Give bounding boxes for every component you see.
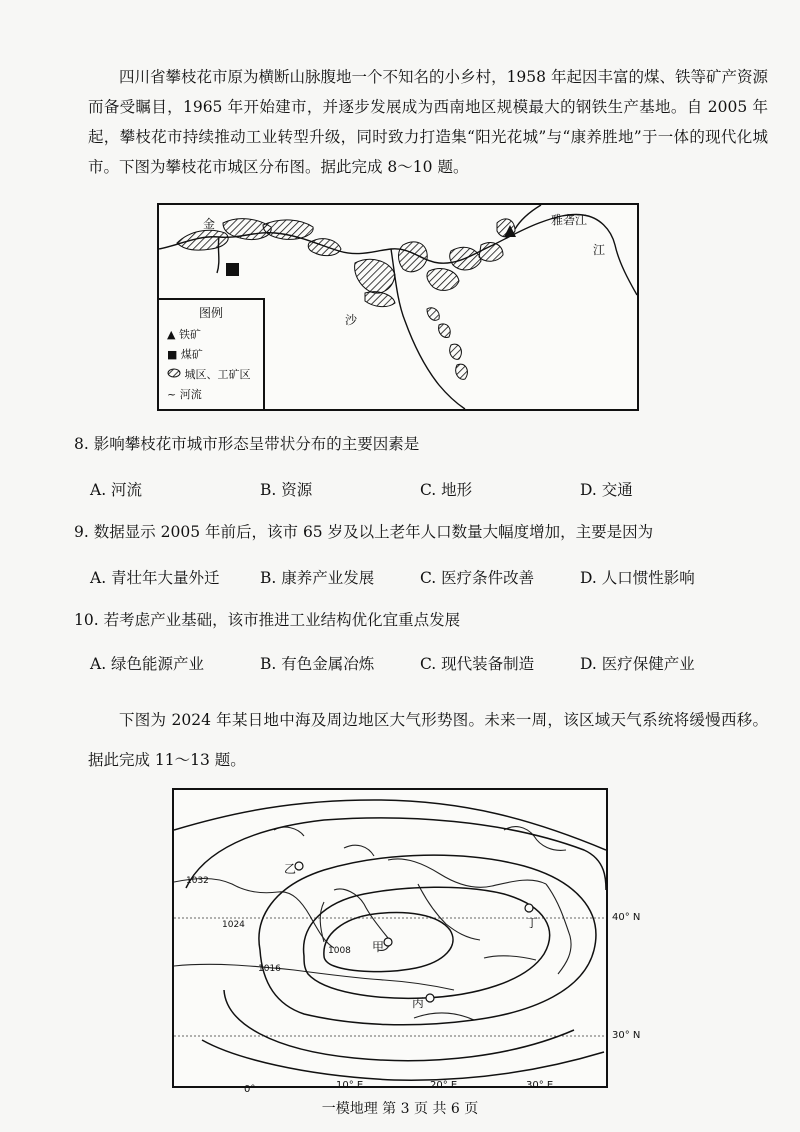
- wave-icon: ~: [167, 388, 177, 401]
- lon-label-10e: 10° E: [336, 1080, 364, 1091]
- point-yi-marker: [295, 862, 303, 870]
- city-district-map: [157, 203, 639, 411]
- question-8-stem: 8. 影响攀枝花市城市形态呈带状分布的主要因素是: [74, 435, 420, 453]
- point-bing-label: 丙: [412, 996, 425, 1010]
- label-yalong-river: 雅砻江: [551, 213, 588, 227]
- pressure-map-graphic: [174, 790, 606, 1086]
- isobar-label-1016: 1016: [258, 964, 281, 974]
- option-b: B. 康养产业发展: [260, 569, 375, 587]
- point-ding-marker: [525, 904, 533, 912]
- page-footer: 一模地理 第 3 页 共 6 页: [321, 1101, 479, 1117]
- option-d: D. 医疗保健产业: [580, 655, 695, 673]
- lon-label-20e: 20° E: [430, 1080, 458, 1091]
- option-c: C. 医疗条件改善: [420, 569, 535, 587]
- isobar-label-1008: 1008: [328, 946, 351, 956]
- point-bing-marker: [426, 994, 434, 1002]
- legend-title: 图例: [198, 306, 223, 320]
- option-a: A. 青壮年大量外迁: [90, 569, 220, 587]
- legend-item-urban: 城区、工矿区: [167, 366, 251, 382]
- square-icon: ■: [167, 348, 178, 361]
- lat-label-40n: 40° N: [612, 912, 641, 923]
- lon-label-0: 0°: [244, 1084, 256, 1095]
- option-b: B. 有色金属冶炼: [260, 655, 375, 673]
- intro-paragraph-2: 下图为 2024 年某日地中海及周边地区大气形势图。未来一周，该区域天气系统将缓慢西移。据此完成 11～13 题。: [88, 711, 768, 769]
- map-legend: [159, 298, 265, 409]
- point-ding-label: 丁: [526, 916, 539, 930]
- point-yi-label: 乙: [284, 862, 297, 876]
- isobar-label-1024: 1024: [222, 920, 245, 930]
- hatch-icon: [167, 368, 181, 378]
- option-a: A. 绿色能源产业: [90, 655, 205, 673]
- option-a: A. 河流: [90, 481, 143, 499]
- lon-label-30e: 30° E: [526, 1080, 554, 1091]
- pressure-map: [172, 788, 608, 1088]
- coal-mine-marker: [226, 263, 239, 276]
- label-jiang: 江: [593, 243, 606, 257]
- legend-item-coal: ■ 煤矿: [167, 348, 203, 361]
- option-d: D. 人口惯性影响: [580, 569, 695, 587]
- label-jin: 金: [203, 217, 216, 231]
- option-d: D. 交通: [580, 481, 633, 499]
- point-jia-label: 甲: [372, 940, 385, 954]
- intro-paragraph-1: 四川省攀枝花市原为横断山脉腹地一个不知名的小乡村，1958 年起因丰富的煤、铁等矿产资源而备受瞩目，1965 年开始建市，并逐步发展成为西南地区规模最大的钢铁生产基地。自 2005 年起，攀枝花市持续推动工业转型升级，同时致力打造集“阳光花城”与“康养胜地”于一体的现代化城市。下图为攀枝花市城区分布图。据此完成 8～10 题。: [88, 68, 768, 176]
- triangle-icon: ▲: [167, 328, 176, 341]
- question-10-stem: 10. 若考虑产业基础，该市推进工业结构优化宜重点发展: [74, 611, 461, 629]
- question-9-stem: 9. 数据显示 2005 年前后，该市 65 岁及以上老年人口数量大幅度增加，主要是因为: [74, 523, 654, 541]
- option-c: C. 地形: [420, 481, 473, 499]
- option-b: B. 资源: [260, 481, 313, 499]
- option-c: C. 现代装备制造: [420, 655, 535, 673]
- lat-label-30n: 30° N: [612, 1030, 641, 1041]
- point-jia-marker: [384, 938, 392, 946]
- isobar-label-1032: 1032: [186, 876, 209, 886]
- legend-item-iron: ▲ 铁矿: [167, 328, 201, 341]
- label-sha: 沙: [345, 313, 358, 327]
- legend-item-river: ~ 河流: [167, 388, 202, 401]
